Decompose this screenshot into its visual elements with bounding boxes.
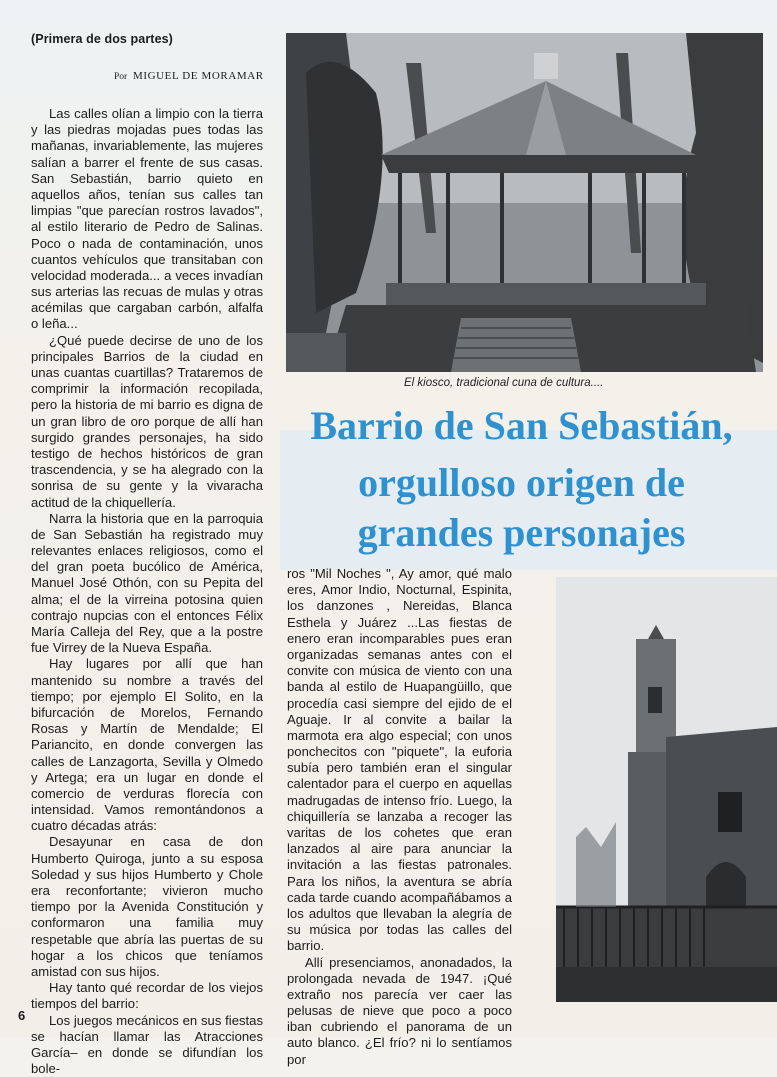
series-kicker: (Primera de dos partes) (31, 32, 173, 46)
kiosk-photo (286, 33, 763, 372)
article-column-2 (287, 566, 512, 1068)
paragraph: Desayunar en casa de don Humberto Quiroga, junto a su esposa Soledad y sus hijos Humberto y Chole era reconfortante; vivieron mucho tiempo por la Avenida Constitución y conformaron una familia muy respetable que abría las puertas de su hogar a los chicos que teníamos amistad con sus hijos. (31, 834, 263, 980)
byline (114, 70, 264, 82)
paragraph: ¿Qué puede decirse de uno de los principales Barrios de la ciudad en unas cuantas cuartillas? Trataremos de comprimir la información recopilada, pero la historia de mi barrio es digna de un gran libro de oro porque de allí han surgido grandes personajes, ha sido testigo de hechos históricos de gran trascendencia, y se ha alegrado con la sonrisa de su gente y la vivaracha actitud de la chiquellería. (31, 333, 263, 511)
headline-line-1: Barrio de San Sebastián, (266, 402, 777, 450)
byline-prefix: Por (114, 72, 127, 82)
paragraph: Las calles olían a limpio con la tierra y las piedras mojadas pues todas las mañanas, invariablemente, las mujeres salían a barrer el frente de sus casas. San Sebastián, barrio quieto en aquellos años, tenían sus calles tan limpias "que parecían rostros lavados", al estilo literario de Pedro de Salinas. Poco o nada de contaminación, unos cuantos vehículos que transitaban con velocidad moderada... a veces invadían sus arterias las recuas de mulas y otras acémilas que cargaban carbón, alfalfa o leña... (31, 106, 263, 333)
paragraph: Los juegos mecánicos en sus fiestas se hacían llamar las Atracciones García– en donde se difundían los bole- (31, 1013, 263, 1077)
paragraph: Hay tanto qué recordar de los viejos tiempos del barrio: (31, 980, 263, 1012)
headline-line-3: grandes personajes (266, 508, 777, 558)
paragraph: Hay lugares por allí que han mantenido su nombre a través del tiempo; por ejemplo El Solito, en la bifurcación de Morelos, Fernando Rosas y Martín de Mendalde; El Pariancito, en donde convergen las calles de Lanzagorta, Sevilla y Olmedo y Artega; era un lugar en donde el comercio de verduras florecía con intensidad. Vamos remontándonos a cuatro décadas atrás: (31, 656, 263, 834)
article-column-1 (31, 106, 263, 1077)
paragraph: Narra la historia que en la parroquia de San Sebastián ha registrado muy relevantes enlaces religiosos, como el del gran poeta bucólico de América, Manuel José Othón, con su Pepita del alma; el de la virreina potosina quien contrajo nupcias con el entonces Félix María Calleja del Rey, que a la postre fue Virrey de la Nueva España. (31, 511, 263, 657)
photo-caption: El kiosco, tradicional cuna de cultura.... (404, 377, 603, 389)
paragraph: ros "Mil Noches ", Ay amor, qué malo eres, Amor Indio, Nocturnal, Espinita, los danzones , Nereidas, Blanca Esthela y Juárez ...Las fiestas de enero eran incomparables pues eran organizadas semanas antes con el convite con música de viento con una banda al estilo de Huapangüillo, que procedía casi siempre del ejido de el Aguaje. Ir al convite a bailar la marmota era algo especial; con unos ponchecitos con "piquete", la euforia subía pero también eran el singular calentador para el cuerpo en aquellas madrugadas de intenso frío. Luego, la chiquillería se lanzaba a recoger las varitas de los cohetes que eran lanzados al aire para anunciar la invitación a las fiestas patronales. Para los niños, la aventura se abría cada tarde cuando acompañábamos a los adultos que llevaban la alegría de su música por todas las calles del barrio. (287, 566, 512, 955)
byline-author: MIGUEL DE MORAMAR (133, 70, 264, 82)
church-photo (556, 577, 777, 1002)
paragraph: Allí presenciamos, anonadados, la prolongada nevada de 1947. ¡Qué extraño nos parecía ver caer las pelusas de nieve que poco a poco iban cubriendo el panorama de un auto blanco. ¿El frío? ni lo sentíamos por (287, 955, 512, 1068)
headline-line-2: orgulloso origen de (266, 458, 777, 508)
page-number: 6 (18, 1008, 25, 1023)
headline (266, 402, 777, 558)
